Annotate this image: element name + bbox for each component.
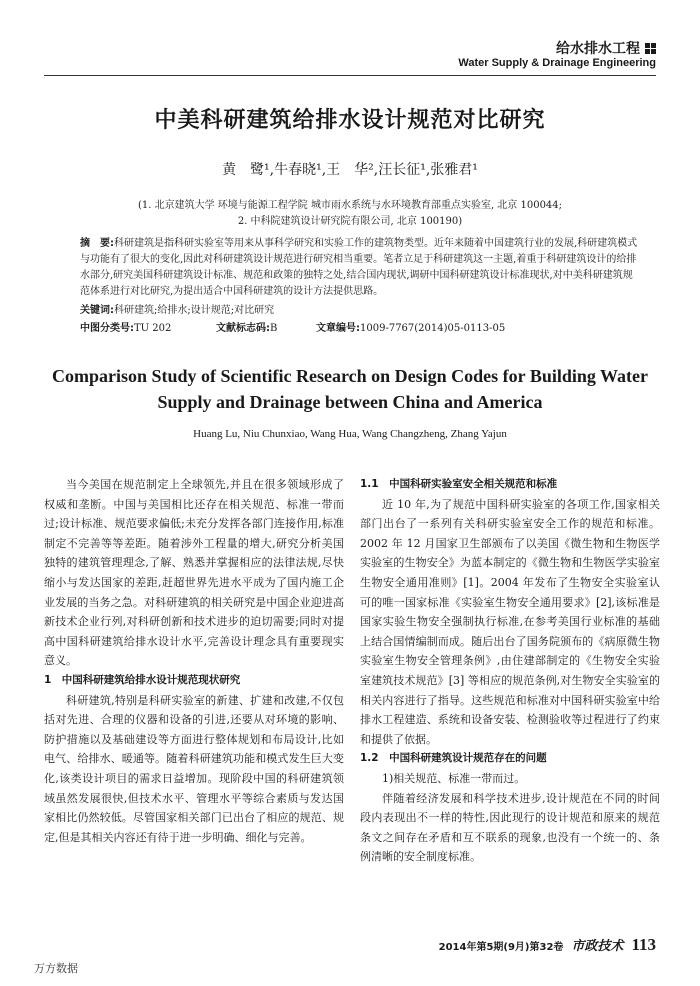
page-footer (439, 935, 656, 955)
authors-en: Huang Lu, Niu Chunxiao, Wang Hua, Wang Changzheng, Zhang Yajun (193, 428, 507, 440)
page-number: 113 (631, 935, 656, 954)
left-column (44, 475, 344, 847)
title-en-line-1: Comparison Study of Scientific Research on Design Codes for Building Water (51, 366, 649, 386)
section-1-heading: 1 中国科研建筑给排水设计规范现状研究 (44, 673, 241, 686)
watermark: 万方数据 (34, 962, 78, 975)
paper-title-cn: 中美科研建筑给排水设计规范对比研究 (154, 108, 546, 133)
issue-info: 2014年第5期(9月)第32卷 (438, 942, 564, 953)
article-no-value: 1009-7767(2014)05-0113-05 (360, 323, 506, 334)
journal-name-en: Water Supply & Drainage Engineering (458, 57, 656, 69)
header-divider (44, 75, 656, 76)
section-1-2-paragraph: 伴随着经济发展和科学技术进步,设计规范在不同的时间段内表现出不一样的特性,因此现行的设计规范和原来的规范条文之间存在矛盾和互不联系的现象,也没有一个统一的、条例清晰的安全制度标准。 (360, 791, 660, 864)
doc-code-label: 文献标志码: (216, 323, 270, 334)
keywords-text: 科研建筑;给排水;设计规范;对比研究 (114, 305, 275, 316)
section-1-paragraph: 科研建筑,特别是科研实验室的新建、扩建和改建,不仅包括对先进、合理的仪器和设备的引进,还要从对环境的影响、防护措施以及基础建设等方面进行整体规划和布局设计,比如电气、给排水、暖通等。随着科研建筑功能和模式发生巨大变化,该类设计项目的需求日益增加。现阶段中国的科研建筑领域虽然发展很快,但技术水平、管理水平等综合素质与发达国家相比仍然较低。尽管国家相关部门已出台了相应的规范、规定,但是其相关内容还有待于进一步明确、细化与完善。 (44, 693, 344, 844)
clc-value: TU 202 (134, 323, 172, 334)
journal-logo-icon (645, 43, 656, 54)
abstract-text: 科研建筑是指科研实验室等用来从事科学研究和实验工作的建筑物类型。近年来随着中国建筑行业的发展,科研建筑模式与功能有了很大的变化,因此对科研建筑设计规范进行研究相当重要。笔者立足于科研建筑这一主题,着重于科研建筑设计的给排水部分,研究美国科研建筑设计标准、规范和政策的独特之处,结合国内现状,调研中国科研建筑设计标准现状,对中美科研建筑规范体系进行对比研究,为提出适合中国科研建筑的设计方法提供思路。 (80, 238, 638, 297)
right-column (360, 475, 660, 867)
document-code (216, 319, 277, 334)
affiliation-1: (1. 北京建筑大学 环境与能源工程学院 城市雨水系统与水环境教育部重点实验室, 北京 100044; (137, 200, 563, 211)
keywords-label: 关键词: (80, 305, 114, 316)
keywords (80, 303, 640, 319)
article-number (316, 319, 505, 334)
title-en-line-2: Supply and Drainage between China and America (157, 392, 543, 412)
clc-label: 中图分类号: (80, 323, 134, 334)
clc-number (80, 319, 171, 334)
section-1-1-heading: 1.1 中国科研实验室安全相关规范和标准 (360, 478, 558, 490)
doc-code-value: B (270, 323, 278, 334)
article-no-label: 文章编号: (316, 323, 360, 334)
section-1-2-subitem: 1)相关规范、标准一带而过。 (382, 771, 526, 785)
footer-journal-name: 市政技术 (571, 939, 624, 954)
section-1-1-paragraph: 近 10 年,为了规范中国科研实验室的各项工作,国家相关部门出台了一系列有关科研实验室安全工作的规范和标准。2002 年 12 月国家卫生部颁布了以美国《微生物和生物医学实验室的生物安全》为蓝本制定的《微生物和生物医学实验室 生物安全通用准则》[1]。2004 年发布了生物安全实验室认可的唯一国家标准《实验室生物安全通用要求》[2],该标准是国家实验生物安全强制执行标准,在参考美国行业标准的基础上结合国情编制而成。随后出台了国务院颁布的《病原微生物实验室生物安全管理条例》,由住建部制定的《生物安全实验室建筑技术规范》[3] 等相应的规范条例,对生物安全实验室的相关内容进行了指导。这些规范和标准对中国科研实验室中给排水工程建造、系统和设备安装、检测验收等过程进行了约束和提供了依据。 (360, 497, 660, 746)
abstract (80, 236, 640, 300)
abstract-label: 摘 要: (80, 238, 114, 249)
paper-title-en (0, 363, 700, 415)
intro-paragraph: 当今美国在规范制定上全球领先,并且在很多领域形成了权威和垄断。中国与美国相比还存在相关规范、标准一带而过;设计标准、规范要求偏低;未充分发挥各部门连接作用,标准制定不完善等等差距。随着涉外工程量的增大,研究分析美国独特的建筑管理理念,了解、熟悉并掌握相应的法律法规,尽快缩小与发达国家的差距,赶超世界先进水平成为了国内施工企业发展的当务之急。对科研建筑的相关研究是中国企业迎进高新技术企业行列,对科研创新和技术进步的迫切需要;同时对提高中国科研建筑给排水设计水平,完善设计理念具有重要现实意义。 (44, 478, 344, 668)
affiliation-2: 2. 中科院建筑设计研究院有限公司, 北京 100190) (237, 216, 463, 227)
journal-header (556, 38, 656, 58)
authors-cn: 黄 鹭¹,牛春晓¹,王 华²,汪长征¹,张雅君¹ (222, 162, 478, 178)
section-1-2-heading: 1.2 中国科研建筑设计规范存在的问题 (360, 752, 547, 765)
journal-name-cn: 给水排水工程 (556, 41, 640, 57)
